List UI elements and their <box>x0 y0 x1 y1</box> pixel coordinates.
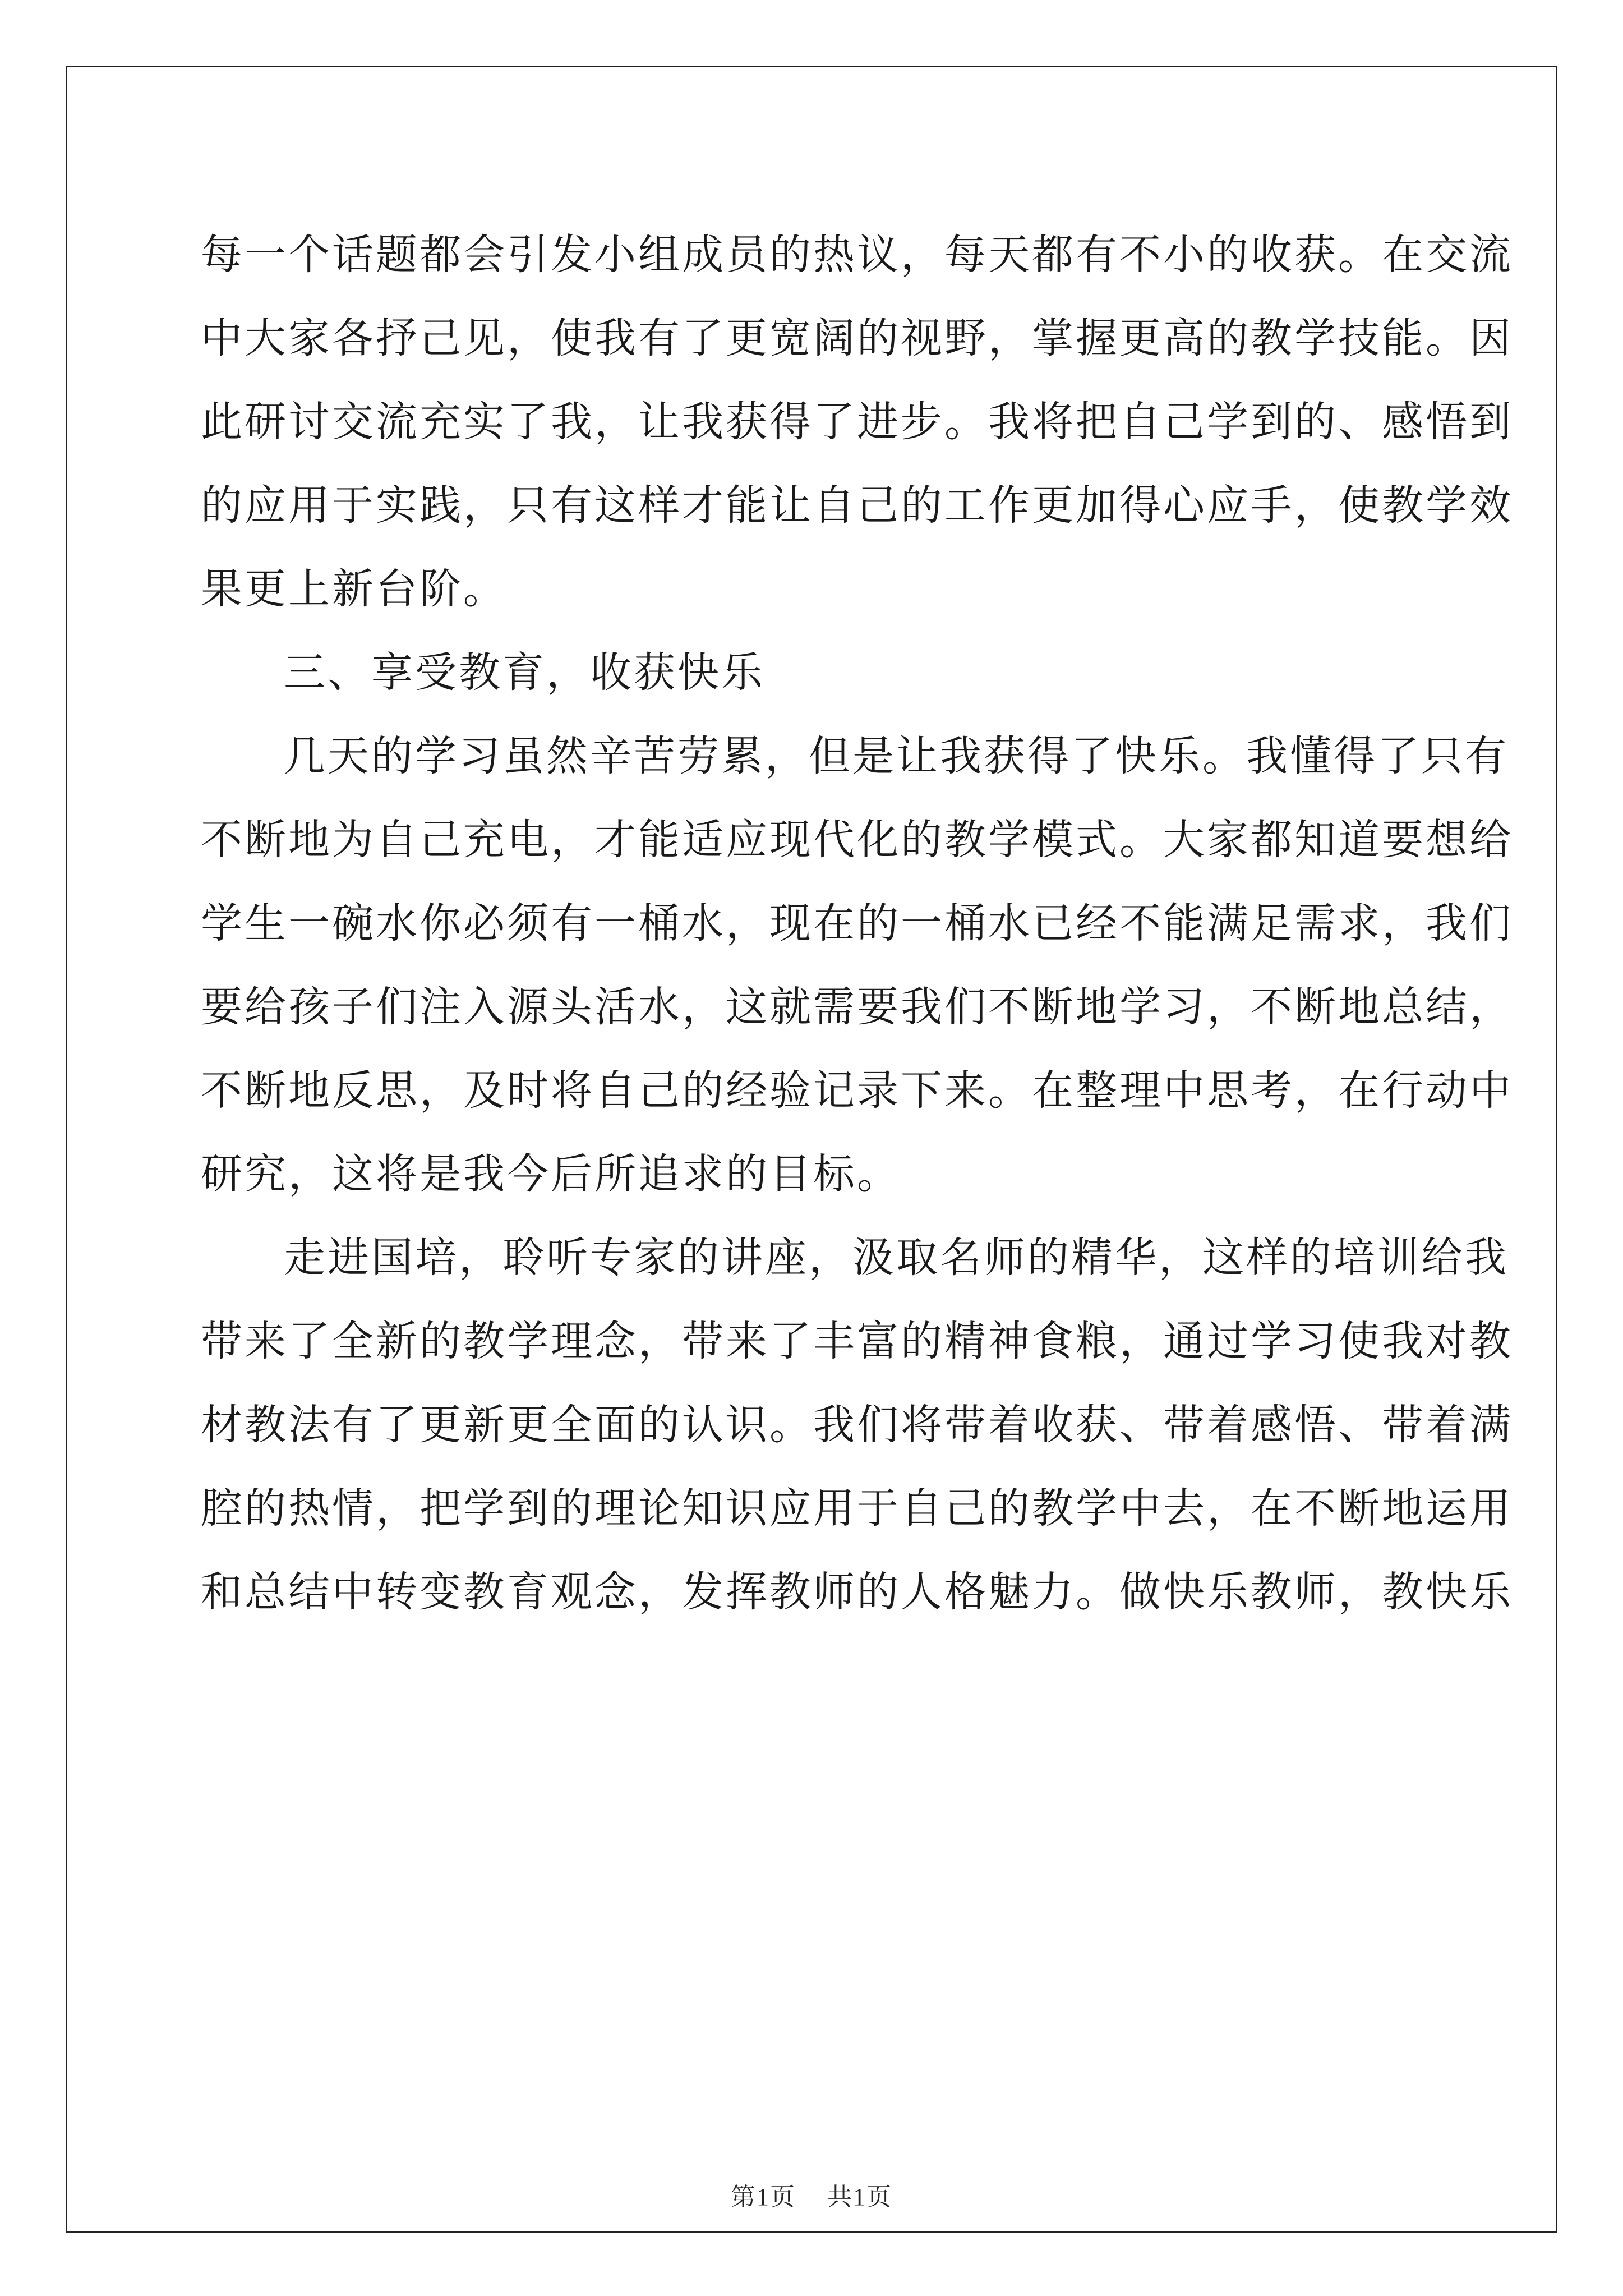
paragraph-3-line-2: 不断地为自己充电，才能适应现代化的教学模式。大家都知道要想给 <box>201 816 1513 864</box>
document-body <box>201 213 1513 1634</box>
paragraph-1-line-3: 此研讨交流充实了我，让我获得了进步。我将把自己学到的、感悟到 <box>201 398 1513 446</box>
section-heading: 三、享受教育，收获快乐 <box>284 648 765 697</box>
paragraph-4-line-1: 走进国培，聆听专家的讲座，汲取名师的精华，这样的培训给我 <box>284 1234 1509 1282</box>
paragraph-3-line-6: 研究，这将是我今后所追求的目标。 <box>201 1150 901 1198</box>
paragraph-4-line-2: 带来了全新的教学理念，带来了丰富的精神食粮，通过学习使我对教 <box>201 1317 1513 1365</box>
page-number: 第1页 <box>731 2183 796 2211</box>
paragraph-1-line-5: 果更上新台阶。 <box>201 565 507 613</box>
page-total: 共1页 <box>827 2183 892 2211</box>
page-footer <box>0 2177 1623 2212</box>
paragraph-3-line-3: 学生一碗水你必须有一桶水，现在的一桶水已经不能满足需求，我们 <box>201 899 1513 947</box>
paragraph-1-line-1: 每一个话题都会引发小组成员的热议，每天都有不小的收获。在交流 <box>201 231 1513 279</box>
paragraph-3-line-1: 几天的学习虽然辛苦劳累，但是让我获得了快乐。我懂得了只有 <box>284 732 1509 780</box>
paragraph-3-line-4: 要给孩子们注入源头活水，这就需要我们不断地学习，不断地总结， <box>201 983 1513 1031</box>
paragraph-1-line-2: 中大家各抒己见，使我有了更宽阔的视野，掌握更高的教学技能。因 <box>201 314 1513 362</box>
paragraph-4-line-5: 和总结中转变教育观念，发挥教师的人格魅力。做快乐教师，教快乐 <box>201 1568 1513 1616</box>
paragraph-4-line-4: 腔的热情，把学到的理论知识应用于自己的教学中去，在不断地运用 <box>201 1484 1513 1533</box>
paragraph-3-line-5: 不断地反思，及时将自己的经验记录下来。在整理中思考，在行动中 <box>201 1066 1513 1115</box>
paragraph-1-line-4: 的应用于实践，只有这样才能让自己的工作更加得心应手，使教学效 <box>201 481 1513 530</box>
paragraph-4-line-3: 材教法有了更新更全面的认识。我们将带着收获、带着感悟、带着满 <box>201 1401 1513 1449</box>
